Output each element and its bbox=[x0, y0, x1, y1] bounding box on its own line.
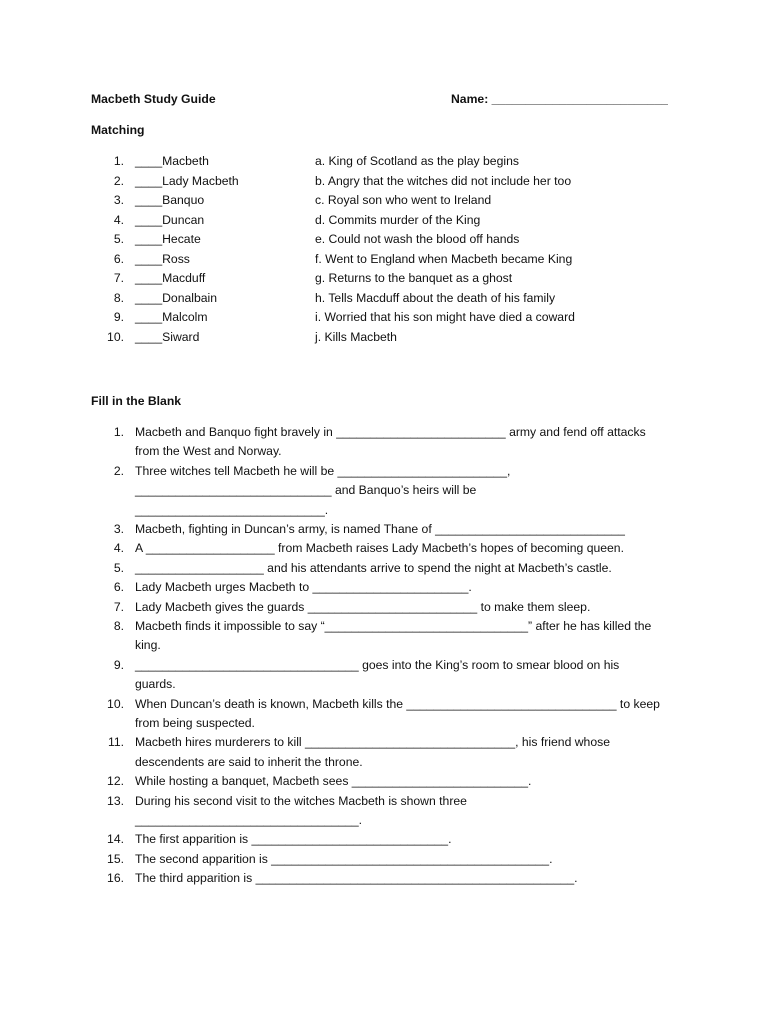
fill-item-text: _________________________________ goes into the King’s room to smear blood on his bbox=[135, 657, 620, 672]
matching-number: 6. bbox=[113, 251, 124, 266]
fill-item-number: 6. bbox=[113, 580, 124, 595]
matching-character: ____Duncan bbox=[135, 212, 205, 227]
matching-character: ____Donalbain bbox=[135, 290, 217, 305]
matching-number: 10. bbox=[107, 329, 124, 344]
matching-character: ____Lady Macbeth bbox=[135, 173, 239, 188]
matching-description: h. Tells Macduff about the death of his family bbox=[315, 290, 556, 305]
matching-character: ____Malcolm bbox=[135, 310, 208, 324]
matching-character: ____Banquo bbox=[135, 193, 205, 207]
fill-item-text: Macbeth, fighting in Duncan’s army, is named Thane of ____________________________ bbox=[135, 522, 625, 536]
fill-item-number: 5. bbox=[113, 560, 124, 575]
fill-item-text: During his second visit to the witches Macbeth is shown three bbox=[135, 793, 467, 808]
fill-item-number: 11. bbox=[107, 735, 124, 750]
matching-description: c. Royal son who went to Ireland bbox=[315, 193, 492, 207]
matching-description: e. Could not wash the blood off hands bbox=[315, 232, 520, 246]
fill-item-number: 1. bbox=[113, 425, 124, 439]
fill-item-text: from being suspected. bbox=[135, 716, 255, 730]
matching-character: ____Macbeth bbox=[135, 154, 209, 168]
matching-character: ____Hecate bbox=[135, 232, 201, 246]
matching-number: 5. bbox=[113, 232, 124, 246]
fill-item-number: 4. bbox=[113, 541, 124, 556]
fill-item-text: While hosting a banquet, Macbeth sees __________________________. bbox=[135, 774, 532, 789]
fill-item-number: 10. bbox=[107, 696, 124, 711]
fill-item-text: Macbeth hires murderers to kill _______________________________, his friend whose bbox=[135, 735, 610, 750]
fill-item-text: _____________________________ and Banquo’s heirs will be bbox=[135, 483, 477, 498]
fill-item-text: The second apparition is _________________________________________. bbox=[135, 851, 553, 866]
fill-item-text: ____________________________. bbox=[135, 502, 329, 517]
matching-description: d. Commits murder of the King bbox=[315, 212, 481, 227]
matching-number: 4. bbox=[113, 212, 124, 227]
fill-item-text: descendents are said to inherit the throne. bbox=[135, 754, 363, 769]
fill-item-text: A ___________________ from Macbeth raises Lady Macbeth’s hopes of becoming queen. bbox=[135, 541, 624, 556]
fill-item-text: guards. bbox=[135, 677, 176, 692]
matching-character: ____Siward bbox=[135, 329, 200, 344]
fill-item-number: 7. bbox=[113, 599, 124, 614]
fill-item-number: 3. bbox=[113, 522, 124, 536]
fill-item-number: 8. bbox=[113, 619, 124, 633]
fill-item-number: 14. bbox=[107, 832, 124, 847]
name-field: Name: __________________________ bbox=[451, 92, 668, 106]
fill-item-text: from the West and Norway. bbox=[135, 444, 282, 459]
matching-number: 3. bbox=[113, 193, 124, 207]
fill-item-number: 9. bbox=[113, 657, 124, 672]
fill-item-text: Macbeth and Banquo fight bravely in _________________________ army and fend off attacks bbox=[135, 425, 646, 439]
fill-item-text: ___________________ and his attendants arrive to spend the night at Macbeth’s castle. bbox=[135, 560, 612, 575]
fill-heading: Fill in the Blank bbox=[91, 394, 182, 408]
fill-item-text: The third apparition is _______________________________________________. bbox=[135, 871, 578, 886]
matching-heading: Matching bbox=[91, 123, 145, 137]
fill-item-text: Three witches tell Macbeth he will be _________________________, bbox=[135, 463, 511, 478]
matching-description: j. Kills Macbeth bbox=[315, 329, 397, 344]
fill-item-text: _________________________________. bbox=[135, 813, 363, 827]
matching-character: ____Macduff bbox=[135, 271, 206, 285]
matching-number: 2. bbox=[113, 173, 124, 188]
matching-number: 8. bbox=[113, 290, 124, 305]
fill-item-text: Lady Macbeth gives the guards _________________________ to make them sleep. bbox=[135, 599, 591, 614]
fill-item-text: king. bbox=[135, 638, 161, 653]
fill-item-text: The first apparition is _____________________________. bbox=[135, 832, 452, 847]
fill-item-text: Macbeth finds it impossible to say “______________________________” after he has killed the bbox=[135, 619, 652, 633]
matching-description: f. Went to England when Macbeth became King bbox=[315, 251, 573, 266]
matching-description: a. King of Scotland as the play begins bbox=[315, 154, 519, 168]
fill-item-text: Lady Macbeth urges Macbeth to _______________________. bbox=[135, 580, 472, 595]
fill-item-number: 2. bbox=[113, 463, 124, 478]
matching-character: ____Ross bbox=[135, 251, 190, 266]
doc-title: Macbeth Study Guide bbox=[91, 92, 216, 106]
matching-description: g. Returns to the banquet as a ghost bbox=[315, 271, 513, 285]
fill-item-number: 16. bbox=[107, 871, 124, 886]
matching-number: 9. bbox=[113, 310, 124, 324]
matching-number: 7. bbox=[113, 271, 124, 285]
fill-item-number: 13. bbox=[107, 793, 124, 808]
matching-description: i. Worried that his son might have died a coward bbox=[315, 310, 575, 324]
fill-item-number: 15. bbox=[107, 851, 124, 866]
fill-item-number: 12. bbox=[107, 774, 124, 789]
matching-description: b. Angry that the witches did not include her too bbox=[315, 173, 572, 188]
fill-item-text: When Duncan’s death is known, Macbeth kills the _______________________________ to keep bbox=[135, 696, 660, 711]
matching-number: 1. bbox=[113, 154, 124, 168]
